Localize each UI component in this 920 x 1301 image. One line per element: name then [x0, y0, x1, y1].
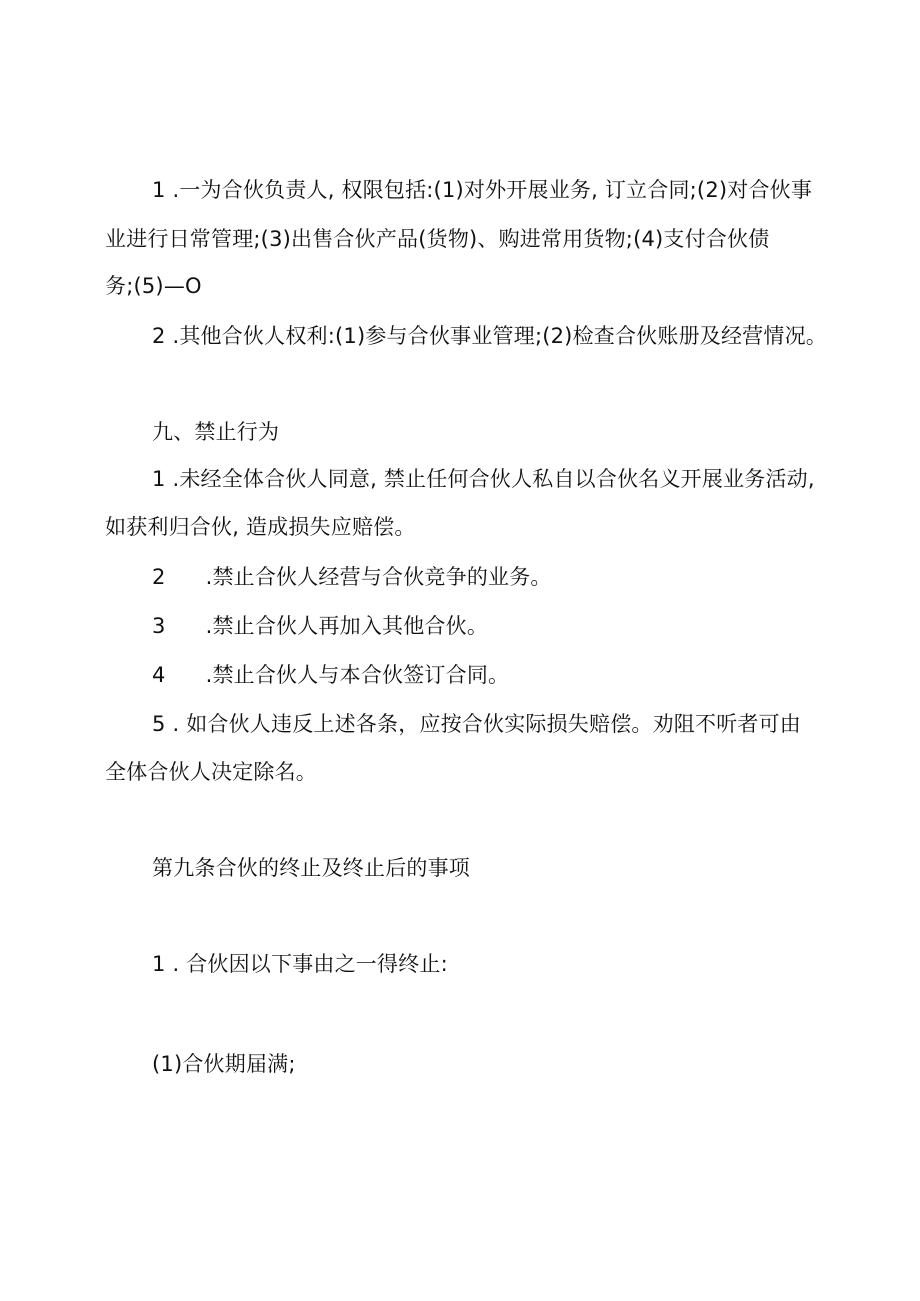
article-heading: 第九条合伙的终止及终止后的事项 — [152, 856, 470, 880]
prohibit-3 — [152, 612, 488, 640]
prohibit-1-line-2: 如获利归合伙, 造成损失应赔偿。 — [105, 515, 416, 539]
item-text: .禁止合伙人经营与合伙竞争的业务。 — [205, 565, 552, 589]
item-text: .禁止合伙人再加入其他合伙。 — [205, 614, 489, 638]
item-number: 3 — [152, 614, 166, 638]
termination-1-sub-1: (1)合伙期届满; — [152, 1052, 296, 1076]
item-2-line-1 — [152, 322, 827, 350]
item-1-line-2: 业进行日常管理;(3)出售合伙产品(货物)、购进常用货物;(4)支付合伙债 — [105, 227, 770, 251]
termination-1 — [152, 950, 448, 978]
item-text: .其他合伙人权利:(1)参与合伙事业管理;(2)检查合伙账册及经营情况。 — [172, 324, 827, 348]
item-number: 4 — [152, 663, 166, 687]
item-text: .禁止合伙人与本合伙签订合同。 — [205, 663, 510, 687]
item-text: .一为合伙负责人, 权限包括:(1)对外开展业务, 订立合同;(2)对合伙事 — [172, 178, 813, 202]
item-number: 2 — [152, 324, 166, 348]
item-number: 1 — [152, 178, 166, 202]
prohibit-5-line-2: 全体合伙人决定除名。 — [105, 760, 317, 784]
prohibit-5-line-1 — [152, 710, 801, 738]
item-1-line-1 — [152, 176, 812, 204]
item-text: . 如合伙人违反上述各条，应按合伙实际损失赔偿。劝阻不听者可由 — [172, 712, 802, 736]
item-number: 1 — [152, 952, 166, 976]
item-number: 1 — [152, 467, 166, 491]
item-text: . 合伙因以下事由之一得终止: — [172, 952, 448, 976]
section-heading: 九、禁止行为 — [152, 420, 280, 444]
item-text: .未经全体合伙人同意, 禁止任何合伙人私自以合伙名义开展业务活动, — [172, 467, 815, 491]
item-number: 5 — [152, 712, 166, 736]
item-number: 2 — [152, 565, 166, 589]
prohibit-1-line-1 — [152, 465, 815, 493]
prohibit-2 — [152, 563, 552, 591]
item-1-line-3: 务;(5)—O — [105, 274, 202, 298]
prohibit-4 — [152, 661, 509, 689]
